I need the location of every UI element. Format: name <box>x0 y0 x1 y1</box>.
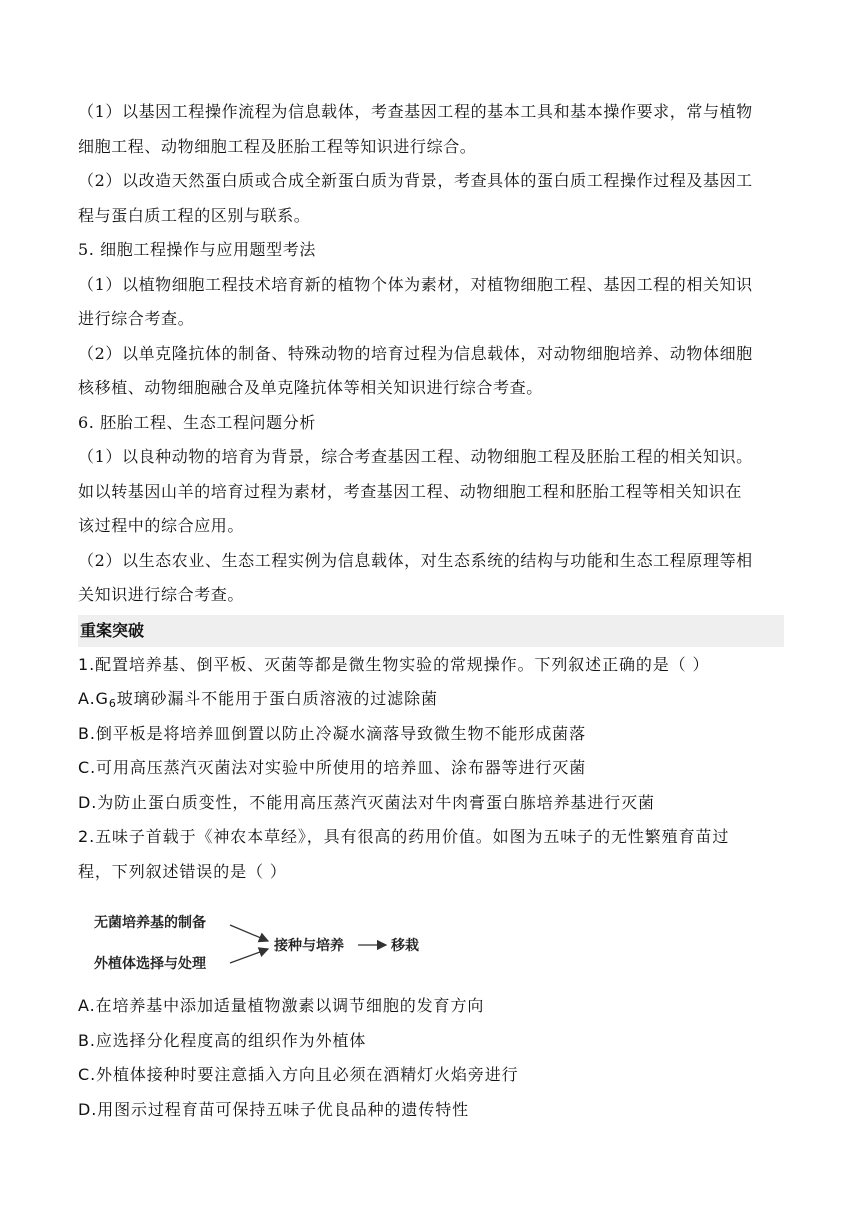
question-2-option-d: D.用图示过程育苗可保持五味子优良品种的遗传特性 <box>78 1099 470 1119</box>
question-1-option-a <box>78 682 784 717</box>
paragraph-line: 如以转基因山羊的培育过程为素材，考查基因工程、动物细胞工程和胚胎工程等相关知识在 <box>78 481 743 501</box>
arrow-icon <box>230 949 268 963</box>
paragraph-line: （1）以良种动物的培育为背景，综合考查基因工程、动物细胞工程及胚胎工程的相关知识。 <box>78 447 753 466</box>
question-1-option-c: C.可用高压蒸汽灭菌法对实验中所使用的培养皿、涂布器等进行灭菌 <box>78 758 587 777</box>
paragraph-line: （2）以单克隆抗体的制备、特殊动物的培育过程为信息载体，对动物细胞培养、动物体细胞 <box>78 343 753 363</box>
option-a-subscript: 6 <box>108 697 117 710</box>
question-2-option-a: A.在培养基中添加适量植物激素以调节细胞的发育方向 <box>78 996 485 1015</box>
paragraph-line: 进行综合考查。 <box>78 309 195 328</box>
paragraph-line: 该过程中的综合应用。 <box>78 516 245 535</box>
question-2-option-c: C.外植体接种时要注意插入方向且必须在酒精灯火焰旁进行 <box>78 1065 519 1084</box>
paragraph-line: （1）以基因工程操作流程为信息载体，考查基因工程的基本工具和基本操作要求，常与植物 <box>78 102 753 121</box>
question-2-option-b: B.应选择分化程度高的组织作为外植体 <box>78 1030 367 1050</box>
paragraph-line: （2）以生态农业、生态工程实例为信息载体，对生态系统的结构与功能和生态工程原理等相 <box>78 550 753 570</box>
propagation-flow-diagram <box>78 889 784 989</box>
arrow-icon <box>230 925 268 941</box>
flow-diagram-svg <box>78 889 478 989</box>
section-heading: 5. 细胞工程操作与应用题型考法 <box>78 240 316 259</box>
diagram-middle-step: 接种与培养 <box>274 938 344 954</box>
diagram-input-1: 无菌培养基的制备 <box>94 915 206 931</box>
option-a-prefix: A.G <box>78 689 109 708</box>
question-1-option-d: D.为防止蛋白质变性，不能用高压蒸汽灭菌法对牛肉膏蛋白胨培养基进行灭菌 <box>78 792 655 812</box>
paragraph-line: 程与蛋白质工程的区别与联系。 <box>78 205 311 225</box>
section-title-bar: 重案突破 <box>78 615 784 647</box>
diagram-input-2: 外植体选择与处理 <box>94 956 206 972</box>
paragraph-line: （2）以改造天然蛋白质或合成全新蛋白质为背景，考查具体的蛋白质工程操作过程及基因工 <box>78 171 753 190</box>
question-1-option-b: B.倒平板是将培养皿倒置以防止冷凝水滴落导致微生物不能形成菌落 <box>78 723 586 743</box>
paragraph-line: （1）以植物细胞工程技术培育新的植物个体为素材，对植物细胞工程、基因工程的相关知识 <box>78 274 753 294</box>
option-a-text: 玻璃砂漏斗不能用于蛋白质溶液的过滤除菌 <box>116 689 438 708</box>
question-2-stem-line-2: 程，下列叙述错误的是（ ） <box>78 861 287 881</box>
paragraph-line: 关知识进行综合考查。 <box>78 585 245 604</box>
question-2-stem-line-1: 2.五味子首载于《神农本草经》，具有很高的药用价值。如图为五味子的无性繁殖育苗过 <box>78 827 730 846</box>
question-1-stem: 1.配置培养基、倒平板、灭菌等都是微生物实验的常规操作。下列叙述正确的是（ ） <box>78 654 710 674</box>
section-heading: 6. 胚胎工程、生态工程问题分析 <box>78 412 316 432</box>
diagram-output-step: 移栽 <box>391 938 419 954</box>
paragraph-line: 核移植、动物细胞融合及单克隆抗体等相关知识进行综合考查。 <box>78 378 543 397</box>
paragraph-line: 细胞工程、动物细胞工程及胚胎工程等知识进行综合。 <box>78 136 477 156</box>
document-page <box>78 95 784 1127</box>
